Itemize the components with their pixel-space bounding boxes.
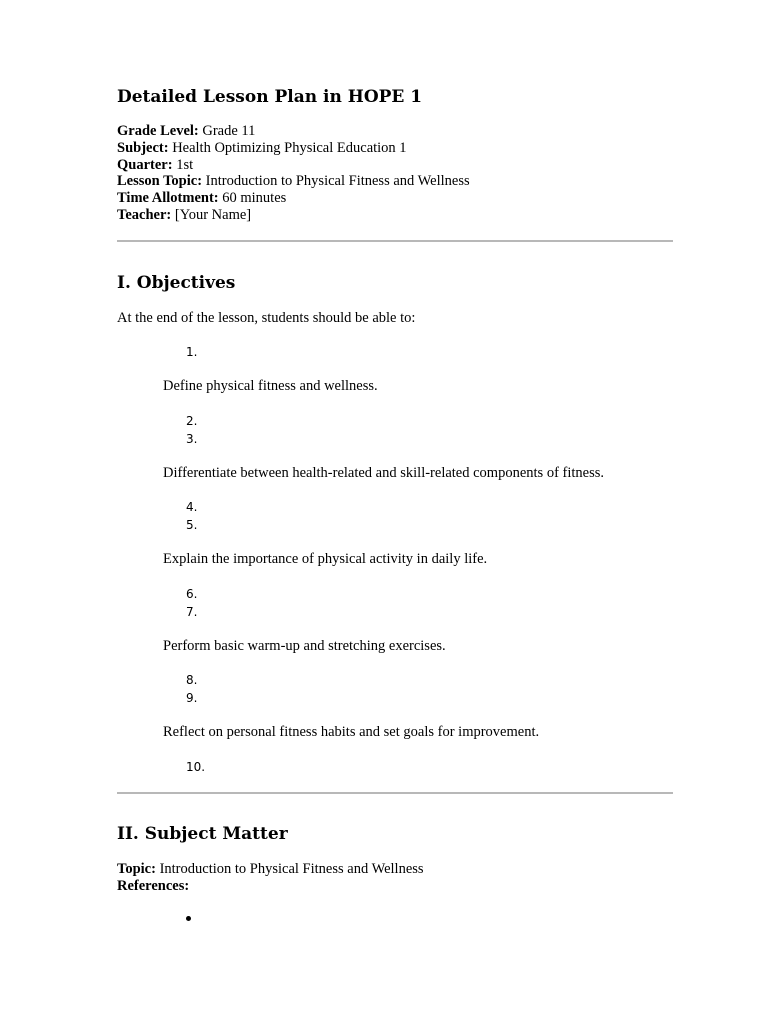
meta-time-allotment xyxy=(117,190,470,207)
list-number: 9. xyxy=(186,691,198,705)
objectives-heading: I. Objectives xyxy=(117,273,236,293)
document-title: Detailed Lesson Plan in HOPE 1 xyxy=(117,87,423,107)
meta-value: Health Optimizing Physical Education 1 xyxy=(172,139,407,156)
subject-topic xyxy=(117,861,424,878)
section-divider xyxy=(117,240,673,242)
objective-item: Define physical fitness and wellness. xyxy=(163,378,378,394)
objective-item: Explain the importance of physical activity in daily life. xyxy=(163,551,488,567)
meta-label: Time Allotment: xyxy=(117,190,219,207)
list-number: 2. xyxy=(186,414,198,428)
list-number: 3. xyxy=(186,432,198,446)
bullet-point xyxy=(186,916,191,921)
list-number: 1. xyxy=(186,345,198,359)
meta-value: 60 minutes xyxy=(222,190,287,207)
lesson-metadata xyxy=(117,123,470,224)
list-number: 7. xyxy=(186,605,198,619)
meta-label: Grade Level: xyxy=(117,123,199,139)
references-label: References: xyxy=(117,878,190,894)
meta-quarter xyxy=(117,157,470,174)
meta-teacher xyxy=(117,207,470,224)
meta-value: [Your Name] xyxy=(174,206,252,223)
meta-label: Subject: xyxy=(117,139,169,156)
objective-item: Differentiate between health-related and skill-related components of fitness. xyxy=(163,465,605,481)
meta-label: Quarter: xyxy=(117,156,173,173)
objective-item: Reflect on personal fitness habits and set goals for improvement. xyxy=(163,724,540,740)
meta-label: Teacher: xyxy=(117,206,172,223)
topic-value: Introduction to Physical Fitness and Wellness xyxy=(159,861,424,877)
list-number: 4. xyxy=(186,500,198,514)
list-number: 8. xyxy=(186,673,198,687)
meta-lesson-topic xyxy=(117,173,470,190)
meta-value: 1st xyxy=(176,156,194,173)
subject-matter-heading: II. Subject Matter xyxy=(117,824,288,844)
objective-item: Perform basic warm-up and stretching exercises. xyxy=(163,638,446,654)
list-number: 5. xyxy=(186,518,198,532)
meta-subject xyxy=(117,140,470,157)
list-number: 6. xyxy=(186,587,198,601)
section-divider xyxy=(117,792,673,794)
topic-label: Topic: xyxy=(117,861,156,877)
subject-references xyxy=(117,878,189,895)
meta-grade-level xyxy=(117,123,470,140)
list-number: 10. xyxy=(186,760,206,774)
meta-value: Grade 11 xyxy=(202,123,256,139)
objectives-intro: At the end of the lesson, students should be able to: xyxy=(117,310,416,326)
meta-label: Lesson Topic: xyxy=(117,173,203,190)
meta-value: Introduction to Physical Fitness and Wellness xyxy=(205,173,470,190)
